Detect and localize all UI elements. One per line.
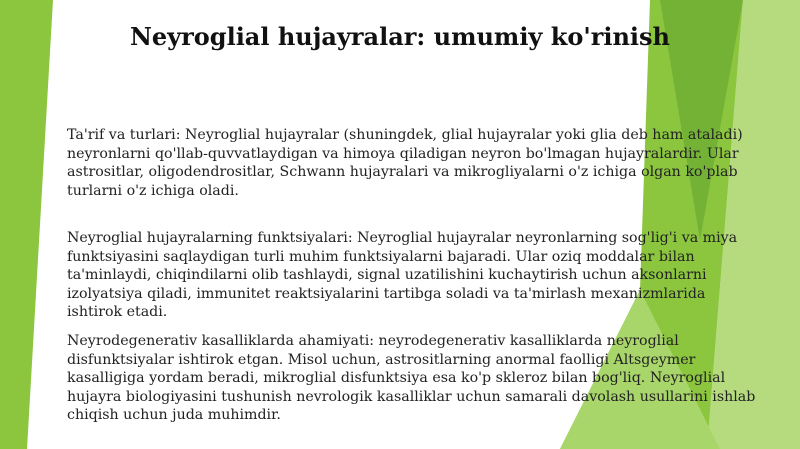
slide-title: Neyroglial hujayralar: umumiy ko'rinish	[129, 22, 671, 51]
paragraph-definition: Ta'rif va turlari: Neyroglial hujayralar (shuningdek, glial hujayralar yoki glia deb ham ataladi) neyronlarni qo'llab-quvvatlaydigan va himoya qiladigan neyron bo'lmagan hujayralardir. Ular astrositlar, oligodendrositlar, Schwann hujayralari va mikrogliyalarni o'z ichiga olgan ko'plab turlarni o'z ichiga oladi.	[67, 127, 743, 199]
paragraph-functions: Neyroglial hujayralarning funktsiyalari: Neyroglial hujayralar neyronlarning sog'lig'i va miya funktsiyasini saqlaydigan turli muhim funktsiyalarni bajaradi. Ular oziq moddalar bilan ta'minlaydi, chiqindilarni olib tashlaydi, signal uzatilishini kuchaytirish uchun aksonlarni izolyatsiya qiladi, immunitet reaktsiyalarini tartibga soladi va ta'mirlash mexanizmlarida ishtirok etadi.	[67, 230, 738, 321]
paragraph-neurodegenerative: Neyrodegenerativ kasalliklarda ahamiyati: neyrodegenerativ kasalliklarda neyroglial disfunktsiyalar ishtirok etgan. Misol uchun, astrositlarning anormal faolligi Altsgeymer kasalligiga yordam beradi, mikroglial disfunktsiya esa ko'p skleroz bilan bog'liq. Neyroglial hujayra biologiyasini tushunish nevrologik kasalliklar uchun samarali davolash usullarini ishlab chiqish uchun juda muhimdir.	[67, 333, 756, 424]
left-green-strip	[0, 0, 53, 449]
